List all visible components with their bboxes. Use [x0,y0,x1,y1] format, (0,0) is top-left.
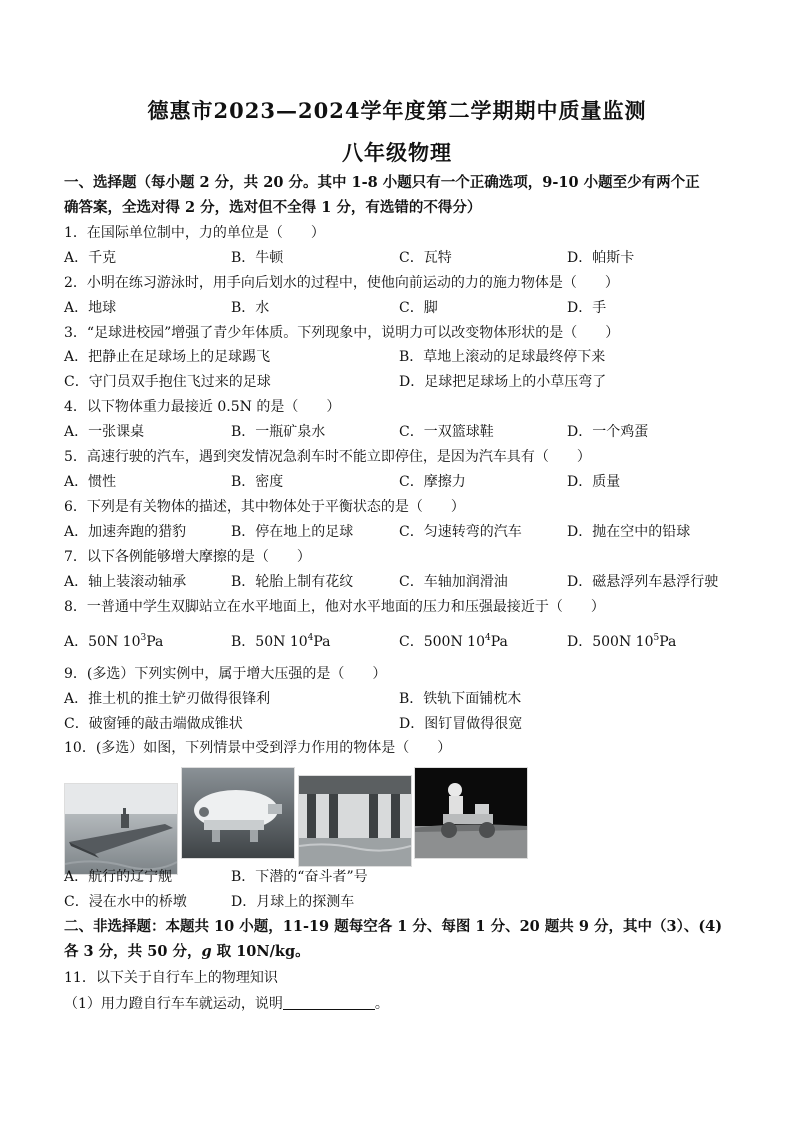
q5-option-d: D．质量 [567,474,621,490]
q6-option-c: C．匀速转弯的汽车 [399,524,522,540]
q4-option-b: B．一瓶矿泉水 [231,424,326,440]
submersible-image [181,767,295,859]
q5-option-a: A．惯性 [64,474,117,490]
question-1-stem: 1．在国际单位制中，力的单位是（ ） [64,225,325,241]
q8-option-c: C．500N $10^4Pa$ [399,633,508,650]
question-11-stem: 11．以下关于自行车上的物理知识 [64,970,278,986]
q4-option-d: D．一个鸡蛋 [567,424,649,440]
question-4-stem: 4．以下物体重力最接近 0.5N 的是（ ） [64,399,341,415]
q9-option-c: C．破窗锤的敲击端做成锥状 [64,716,243,732]
q3-option-a: A．把静止在足球场上的足球踢飞 [64,349,271,365]
q7-option-a: A．轴上装滚动轴承 [64,574,187,590]
q2-option-c: C．脚 [399,300,438,316]
q6-option-a: A．加速奔跑的猎豹 [64,524,187,540]
q4-option-a: A．一张课桌 [64,424,145,440]
exam-subtitle: 八年级物理 [342,140,452,165]
q7-option-c: C．车轴加润滑油 [399,574,508,590]
q9-option-a: A．推土机的推土铲刃做得很锋利 [64,691,271,707]
q1-option-b: B．牛顿 [231,250,284,266]
q3-option-c: C．守门员双手抱住飞过来的足球 [64,374,271,390]
q3-option-d: D．足球把足球场上的小草压弯了 [399,374,607,390]
q6-option-b: B．停在地上的足球 [231,524,354,540]
q8-option-d: D．500N $10^5Pa$ [567,633,677,650]
question-9-stem: 9．(多选）下列实例中，属于增大压强的是（ ） [64,666,387,682]
bridge-pier-image [298,775,412,867]
q5-option-b: B．密度 [231,474,284,490]
question-3-stem: 3．“足球进校园”增强了青少年体质。下列现象中，说明力可以改变物体形状的是（ ） [64,325,620,341]
section-2-heading: 二、非选择题：本题共 10 小题，11-19 题每空各 1 分、每图 1 分、20 题共 9 分，其中（3）、(4) 各 3 分，共 50 分，g 取 10N/kg。 [64,918,723,960]
q1-option-c: C．瓦特 [399,250,452,266]
question-10-stem: 10．(多选）如图，下列情景中受到浮力作用的物体是（ ） [64,740,452,756]
q2-option-b: B．水 [231,300,270,316]
section-1-heading: 一、选择题（每小题 2 分，共 20 分。其中 1-8 小题只有一个正确选项，9-10 小题至少有两个正 确答案，全选对得 2 分，选对但不全得 1 分，有选错的不得分） [64,174,700,216]
q8-option-a: A．50N $10^3Pa$ [64,633,164,650]
q10-option-b: B．下潜的“奋斗者”号 [231,869,368,885]
exam-title: 德惠市2023—2024学年度第二学期期中质量监测 [147,98,647,123]
q4-option-c: C．一双篮球鞋 [399,424,494,440]
question-2-stem: 2．小明在练习游泳时，用手向后划水的过程中，使他向前运动的力的施力物体是（ ） [64,275,619,291]
question-6-stem: 6．下列是有关物体的描述，其中物体处于平衡状态的是（ ） [64,499,465,515]
q9-option-b: B．铁轨下面铺枕木 [399,691,522,707]
q7-option-b: B．轮胎上制有花纹 [231,574,354,590]
question-5-stem: 5．高速行驶的汽车，遇到突发情况急刹车时不能立即停住，是因为汽车具有（ ） [64,449,591,465]
q1-option-a: A．千克 [64,250,117,266]
q2-option-a: A．地球 [64,300,117,316]
q10-option-c: C．浸在水中的桥墩 [64,894,187,910]
answer-blank[interactable] [283,995,375,1010]
q6-option-d: D．抛在空中的铅球 [567,524,691,540]
question-7-stem: 7．以下各例能够增大摩擦的是（ ） [64,549,311,565]
q2-option-d: D．手 [567,300,607,316]
q10-option-d: D．月球上的探测车 [231,894,355,910]
aircraft-carrier-image [64,783,178,875]
q5-option-c: C．摩擦力 [399,474,466,490]
question-11-part-1: （1）用力蹬自行车车就运动，说明 。 [64,996,389,1012]
q10-option-a: A．航行的辽宁舰 [64,869,173,885]
question-8-stem: 8．一普通中学生双脚站立在水平地面上，他对水平地面的压力和压强最接近于（ ） [64,599,605,615]
q8-option-b: B．50N $10^4Pa$ [231,633,331,650]
q3-option-b: B．草地上滚动的足球最终停下来 [399,349,606,365]
q7-option-d: D．磁悬浮列车悬浮行驶 [567,574,719,590]
q9-option-d: D．图钉冒做得很宽 [399,716,523,732]
lunar-rover-image [414,767,528,859]
q1-option-d: D．帕斯卡 [567,250,635,266]
